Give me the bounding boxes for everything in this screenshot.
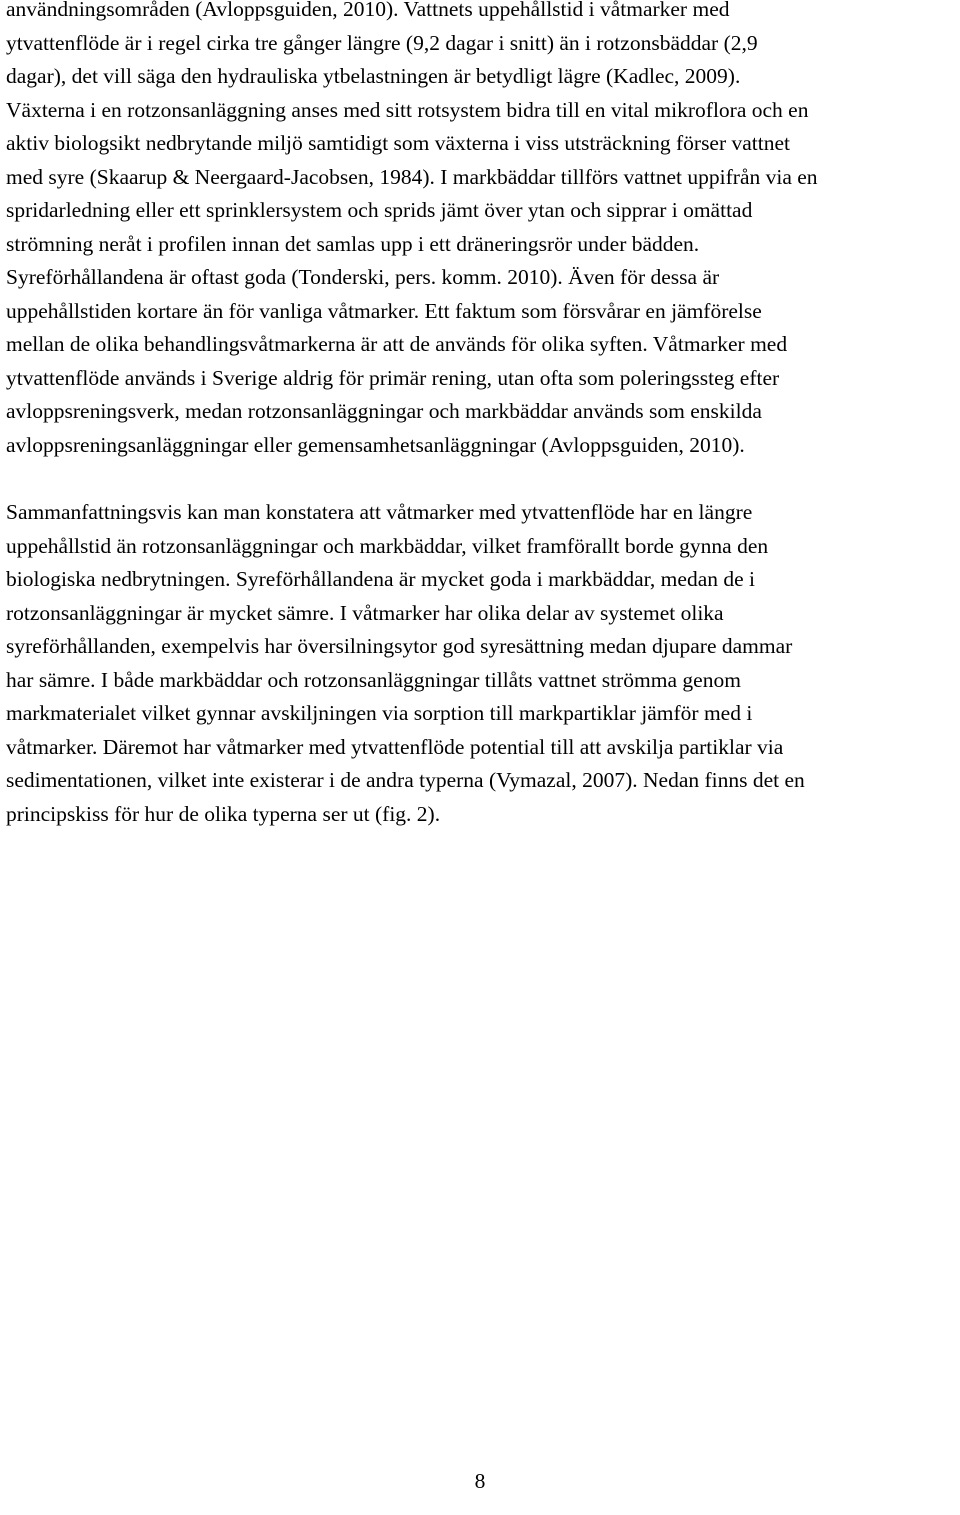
text-line: ytvattenflöde är i regel cirka tre gånger längre (9,2 dagar i snitt) än i rotzonsbäddar (2,9 (6, 30, 758, 55)
text-line: Sammanfattningsvis kan man konstatera att våtmarker med ytvattenflöde har en längre (6, 500, 753, 524)
text-line: med syre (Skaarup & Neergaard-Jacobsen, 1984). I markbäddar tillförs vattnet uppifrån via en (6, 164, 818, 189)
page-number: 8 (474, 1469, 486, 1493)
text-line: markmaterialet vilket gynnar avskiljningen via sorption till markpartiklar jämför med i (6, 701, 753, 725)
text-line: aktiv biologsikt nedbrytande miljö samtidigt som växterna i viss utsträckning förser vattnet (6, 131, 791, 155)
text-line: våtmarker. Däremot har våtmarker med ytvattenflöde potential till att avskilja partiklar via (6, 734, 784, 759)
text-line: spridarledning eller ett sprinklersystem och sprids jämt över ytan och sipprar i omättad (6, 198, 753, 222)
body-paragraph-1 (6, 0, 818, 462)
text-line: biologiska nedbrytningen. Syreförhållandena är mycket goda i markbäddar, medan de i (6, 567, 756, 591)
text-line: dagar), det vill säga den hydrauliska ytbelastningen är betydligt lägre (Kadlec, 2009). (6, 64, 741, 88)
text-line: principskiss för hur de olika typerna ser ut (fig. 2). (6, 801, 441, 826)
body-paragraph-2 (6, 496, 805, 831)
text-line: strömning neråt i profilen innan det samlas upp i ett dräneringsrör under bädden. (6, 231, 700, 256)
text-line: mellan de olika behandlingsvåtmarkerna är att de används för olika syften. Våtmarker med (6, 332, 788, 356)
text-line: uppehållstid än rotzonsanläggningar och markbäddar, vilket framförallt borde gynna den (6, 533, 769, 558)
text-line: rotzonsanläggningar är mycket sämre. I våtmarker har olika delar av systemet olika (6, 600, 724, 625)
text-line: sedimentationen, vilket inte existerar i de andra typerna (Vymazal, 2007). Nedan finns det en (6, 768, 805, 792)
text-line: avloppsreningsanläggningar eller gemensamhetsanläggningar (Avloppsguiden, 2010). (6, 432, 745, 457)
text-line: har sämre. I både markbäddar och rotzonsanläggningar tillåts vattnet strömma genom (6, 667, 741, 692)
text-line: Växterna i en rotzonsanläggning anses med sitt rotsystem bidra till en vital mikroflora och en (6, 97, 809, 122)
text-line: uppehållstiden kortare än för vanliga våtmarker. Ett faktum som försvårar en jämförelse (6, 298, 762, 323)
text-line: användningsområden (Avloppsguiden, 2010). Vattnets uppehållstid i våtmarker med (6, 0, 730, 21)
text-line: ytvattenflöde används i Sverige aldrig för primär rening, utan ofta som poleringssteg efter (6, 365, 780, 390)
text-line: Syreförhållandena är oftast goda (Tonderski, pers. komm. 2010). Även för dessa är (6, 265, 720, 289)
text-line: avloppsreningsverk, medan rotzonsanläggningar och markbäddar används som enskilda (6, 399, 762, 423)
text-line: syreförhållanden, exempelvis har översilningsytor god syresättning medan djupare dammar (6, 634, 793, 658)
